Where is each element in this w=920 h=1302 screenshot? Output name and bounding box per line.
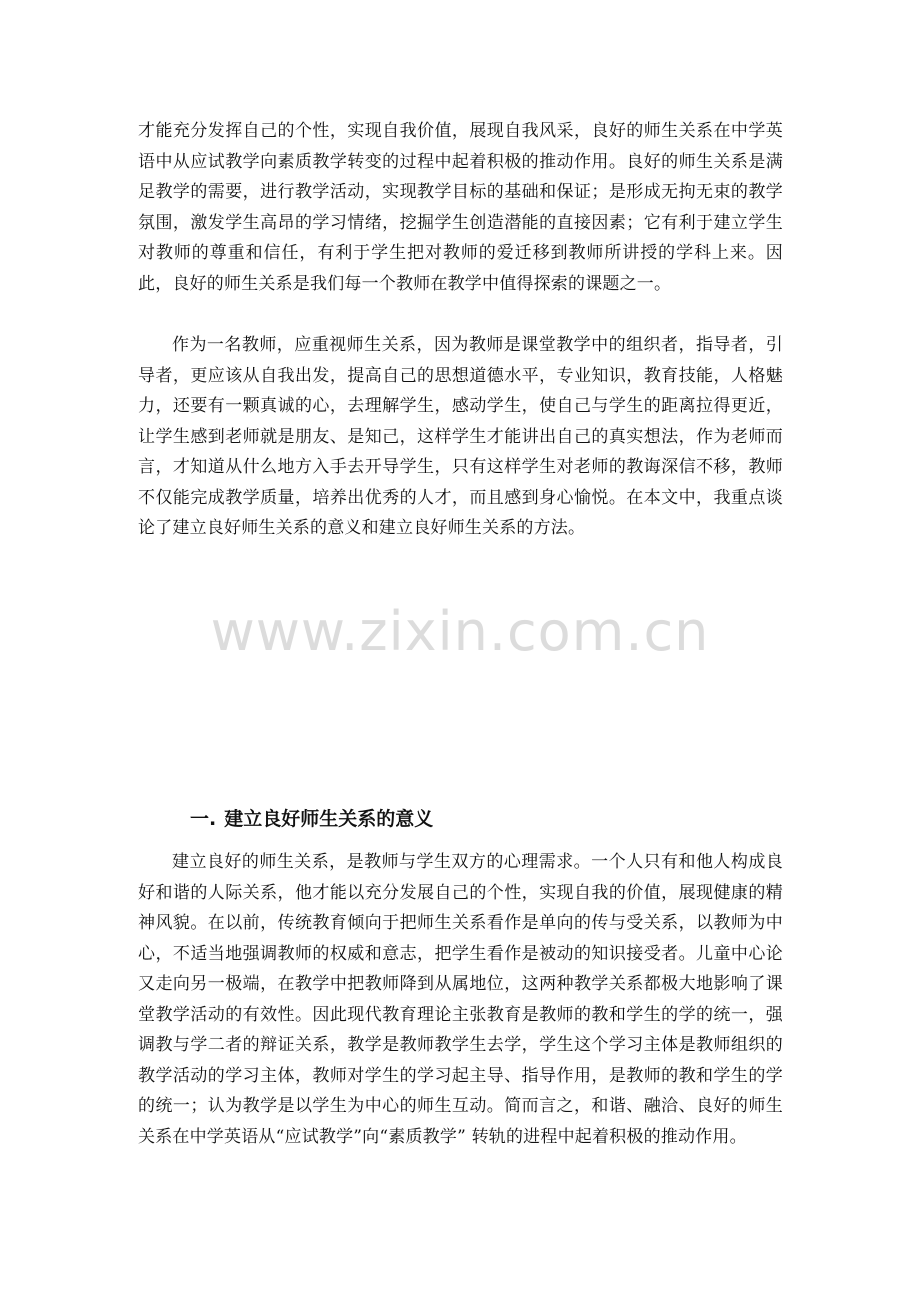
paragraph-significance: 建立良好的师生关系，是教师与学生双方的心理需求。一个人只有和他人构成良好和谐的人际关系，他才能以充分发展自己的个性，实现自我的价值，展现健康的精神风貌。在以前，传统教育倾向于把师生关系看作是单向的传与受关系，以教师为中心，不适当地强调教师的权威和意志，把学生看作是被动的知识接受者。儿童中心论又走向另一极端，在教学中把教师降到从属地位，这两种教学关系都极大地影响了课堂教学活动的有效性。因此现代教育理论主张教育是教师的教和学生的学的统一，强调教与学二者的辩证关系，教学是教师教学生去学，学生这个学习主体是教师组织的教学活动的学习主体，教师对学生的学习起主导、指导作用，是教师的教和学生的学的统一；认为教学是以学生为中心的师生互动。简而言之，和谐、融洽、良好的师生关系在中学英语从“应试教学”向“素质教学” 转轨的进程中起着积极的推动作用。 (138, 852, 783, 1147)
section-heading (190, 804, 433, 834)
section-number: 一. (190, 808, 217, 830)
paragraph-teacher-role: 作为一名教师，应重视师生关系，因为教师是课堂教学中的组织者，指导者，引导者，更应该从自我出发，提高自己的思想道德水平，专业知识，教育技能，人格魅力，还要有一颗真诚的心，去理解学生，感动学生，使自己与学生的距离拉得更近，让学生感到老师就是朋友、是知己，这样学生才能讲出自己的真实想法，作为老师而言，才知道从什么地方入手去开导学生，只有这样学生对老师的教诲深信不移，教师不仅能完成教学质量，培养出优秀的人才，而且感到身心愉悦。在本文中，我重点谈论了建立良好师生关系的意义和建立良好师生关系的方法。 (138, 335, 783, 538)
section-title: 建立良好师生关系的意义 (224, 808, 434, 830)
watermark: www.zixin.com.cn (210, 600, 710, 663)
paragraph-intro-continued: 才能充分发挥自己的个性，实现自我价值，展现自我风采，良好的师生关系在中学英语中从应试教学向素质教学转变的过程中起着积极的推动作用。良好的师生关系是满足教学的需要，进行教学活动，实现教学目标的基础和保证；是形成无拘无束的教学氛围，激发学生高昂的学习情绪，挖掘学生创造潜能的直接因素；它有利于建立学生对教师的尊重和信任，有利于学生把对教师的爱迁移到教师所讲授的学科上来。因此，良好的师生关系是我们每一个教师在教学中值得探索的课题之一。 (138, 121, 783, 294)
